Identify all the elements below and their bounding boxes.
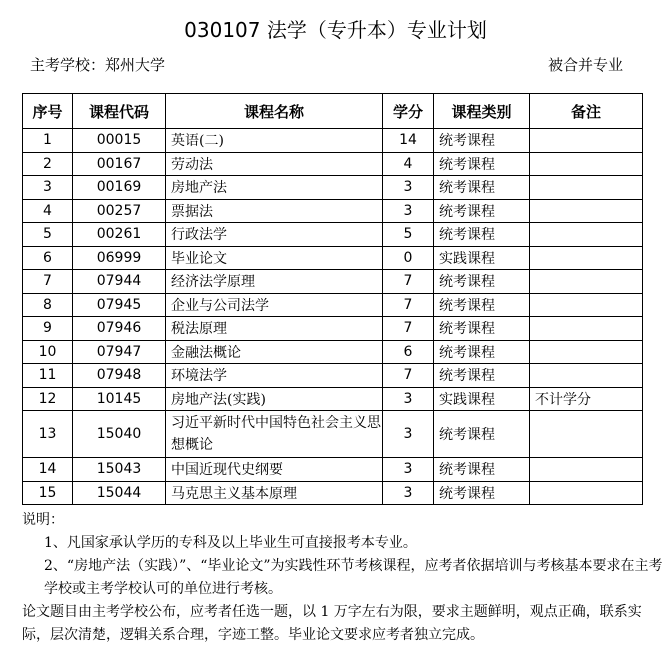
table-row [23, 246, 643, 270]
cell-code: 15043 [73, 458, 166, 482]
col-header-credit: 学分 [383, 94, 434, 129]
cell-remark [530, 317, 643, 341]
table-row [23, 293, 643, 317]
col-header-remark: 备注 [530, 94, 643, 129]
cell-course-type: 统考课程 [434, 411, 530, 458]
cell-credit: 5 [383, 223, 434, 247]
cell-credit: 4 [383, 152, 434, 176]
cell-no: 10 [23, 340, 73, 364]
cell-course-type: 统考课程 [434, 481, 530, 505]
cell-no: 9 [23, 317, 73, 341]
cell-code: 00257 [73, 199, 166, 223]
cell-remark [530, 152, 643, 176]
cell-no: 14 [23, 458, 73, 482]
table-header-row [23, 94, 643, 129]
table-row [23, 199, 643, 223]
cell-course-type: 统考课程 [434, 129, 530, 153]
cell-credit: 3 [383, 176, 434, 200]
cell-course-type: 统考课程 [434, 458, 530, 482]
cell-code: 00167 [73, 152, 166, 176]
cell-no: 5 [23, 223, 73, 247]
cell-no: 13 [23, 411, 73, 458]
cell-course-name: 房地产法 [166, 176, 383, 200]
notes-section [22, 509, 667, 647]
cell-course-type: 实践课程 [434, 246, 530, 270]
cell-code: 07945 [73, 293, 166, 317]
cell-course-name: 中国近现代史纲要 [166, 458, 383, 482]
cell-credit: 3 [383, 481, 434, 505]
cell-course-type: 统考课程 [434, 317, 530, 341]
course-plan-table [22, 93, 643, 505]
cell-course-name: 房地产法(实践) [166, 387, 383, 411]
table-row [23, 129, 643, 153]
cell-course-type: 统考课程 [434, 199, 530, 223]
table-row [23, 152, 643, 176]
cell-credit: 0 [383, 246, 434, 270]
note-item-1: 1、凡国家承认学历的专科及以上毕业生可直接报考本专业。 [44, 535, 417, 551]
cell-course-name: 习近平新时代中国特色社会主义思想概论 [166, 411, 383, 458]
cell-no: 15 [23, 481, 73, 505]
cell-course-type: 统考课程 [434, 340, 530, 364]
cell-course-type: 统考课程 [434, 152, 530, 176]
table-row [23, 458, 643, 482]
cell-remark: 不计学分 [530, 387, 643, 411]
cell-credit: 7 [383, 364, 434, 388]
cell-no: 1 [23, 129, 73, 153]
cell-code: 07948 [73, 364, 166, 388]
cell-remark [530, 270, 643, 294]
col-header-type: 课程类别 [434, 94, 530, 129]
cell-no: 3 [23, 176, 73, 200]
note-paragraph: 论文题目由主考学校公布，应考者任选一题，以 1 万字左右为限，要求主题鲜明，观点正确，联系实际，层次清楚，逻辑关系合理，字迹工整。毕业论文要求应考者独立完成。 [22, 604, 642, 643]
cell-remark [530, 411, 643, 458]
cell-course-name: 税法原理 [166, 317, 383, 341]
cell-course-name: 毕业论文 [166, 246, 383, 270]
table-row [23, 176, 643, 200]
cell-credit: 3 [383, 199, 434, 223]
cell-course-name: 金融法概论 [166, 340, 383, 364]
cell-remark [530, 176, 643, 200]
cell-no: 6 [23, 246, 73, 270]
cell-credit: 7 [383, 293, 434, 317]
cell-code: 15044 [73, 481, 166, 505]
table-row [23, 411, 643, 458]
cell-no: 4 [23, 199, 73, 223]
page-title: 030107 法学（专升本）专业计划 [184, 18, 487, 42]
cell-course-type: 统考课程 [434, 364, 530, 388]
col-header-no: 序号 [23, 94, 73, 129]
cell-course-name: 马克思主义基本原理 [166, 481, 383, 505]
cell-no: 7 [23, 270, 73, 294]
cell-remark [530, 458, 643, 482]
cell-code: 07947 [73, 340, 166, 364]
cell-remark [530, 340, 643, 364]
table-row [23, 317, 643, 341]
cell-course-name: 经济法学原理 [166, 270, 383, 294]
table-row [23, 387, 643, 411]
cell-credit: 6 [383, 340, 434, 364]
cell-code: 00169 [73, 176, 166, 200]
cell-code: 10145 [73, 387, 166, 411]
cell-course-name: 劳动法 [166, 152, 383, 176]
cell-code: 00015 [73, 129, 166, 153]
note-item-2: 2、“房地产法（实践）”、“毕业论文”为实践性环节考核课程，应考者依据培训与考核基本要求在主考学校或主考学校认可的单位进行考核。 [44, 558, 663, 597]
col-header-code: 课程代码 [73, 94, 166, 129]
table-row [23, 481, 643, 505]
cell-remark [530, 199, 643, 223]
cell-course-name: 环境法学 [166, 364, 383, 388]
cell-course-type: 统考课程 [434, 293, 530, 317]
cell-credit: 14 [383, 129, 434, 153]
cell-credit: 7 [383, 317, 434, 341]
col-header-name: 课程名称 [166, 94, 383, 129]
cell-course-type: 统考课程 [434, 270, 530, 294]
school-label: 主考学校：郑州大学 [30, 56, 166, 74]
cell-remark [530, 293, 643, 317]
cell-credit: 7 [383, 270, 434, 294]
cell-course-name: 票据法 [166, 199, 383, 223]
table-row [23, 270, 643, 294]
cell-credit: 3 [383, 411, 434, 458]
cell-no: 11 [23, 364, 73, 388]
cell-course-name: 行政法学 [166, 223, 383, 247]
cell-course-type: 统考课程 [434, 176, 530, 200]
cell-course-type: 实践课程 [434, 387, 530, 411]
cell-remark [530, 364, 643, 388]
table-row [23, 340, 643, 364]
cell-code: 07946 [73, 317, 166, 341]
cell-no: 2 [23, 152, 73, 176]
cell-no: 8 [23, 293, 73, 317]
cell-no: 12 [23, 387, 73, 411]
cell-course-name: 英语(二) [166, 129, 383, 153]
cell-remark [530, 223, 643, 247]
cell-code: 07944 [73, 270, 166, 294]
cell-credit: 3 [383, 387, 434, 411]
cell-remark [530, 481, 643, 505]
cell-code: 15040 [73, 411, 166, 458]
cell-course-type: 统考课程 [434, 223, 530, 247]
table-row [23, 223, 643, 247]
cell-code: 06999 [73, 246, 166, 270]
notes-heading: 说明： [22, 512, 64, 528]
table-row [23, 364, 643, 388]
merged-major-label: 被合并专业 [547, 56, 623, 74]
cell-remark [530, 129, 643, 153]
cell-credit: 3 [383, 458, 434, 482]
cell-code: 00261 [73, 223, 166, 247]
cell-course-name: 企业与公司法学 [166, 293, 383, 317]
cell-remark [530, 246, 643, 270]
